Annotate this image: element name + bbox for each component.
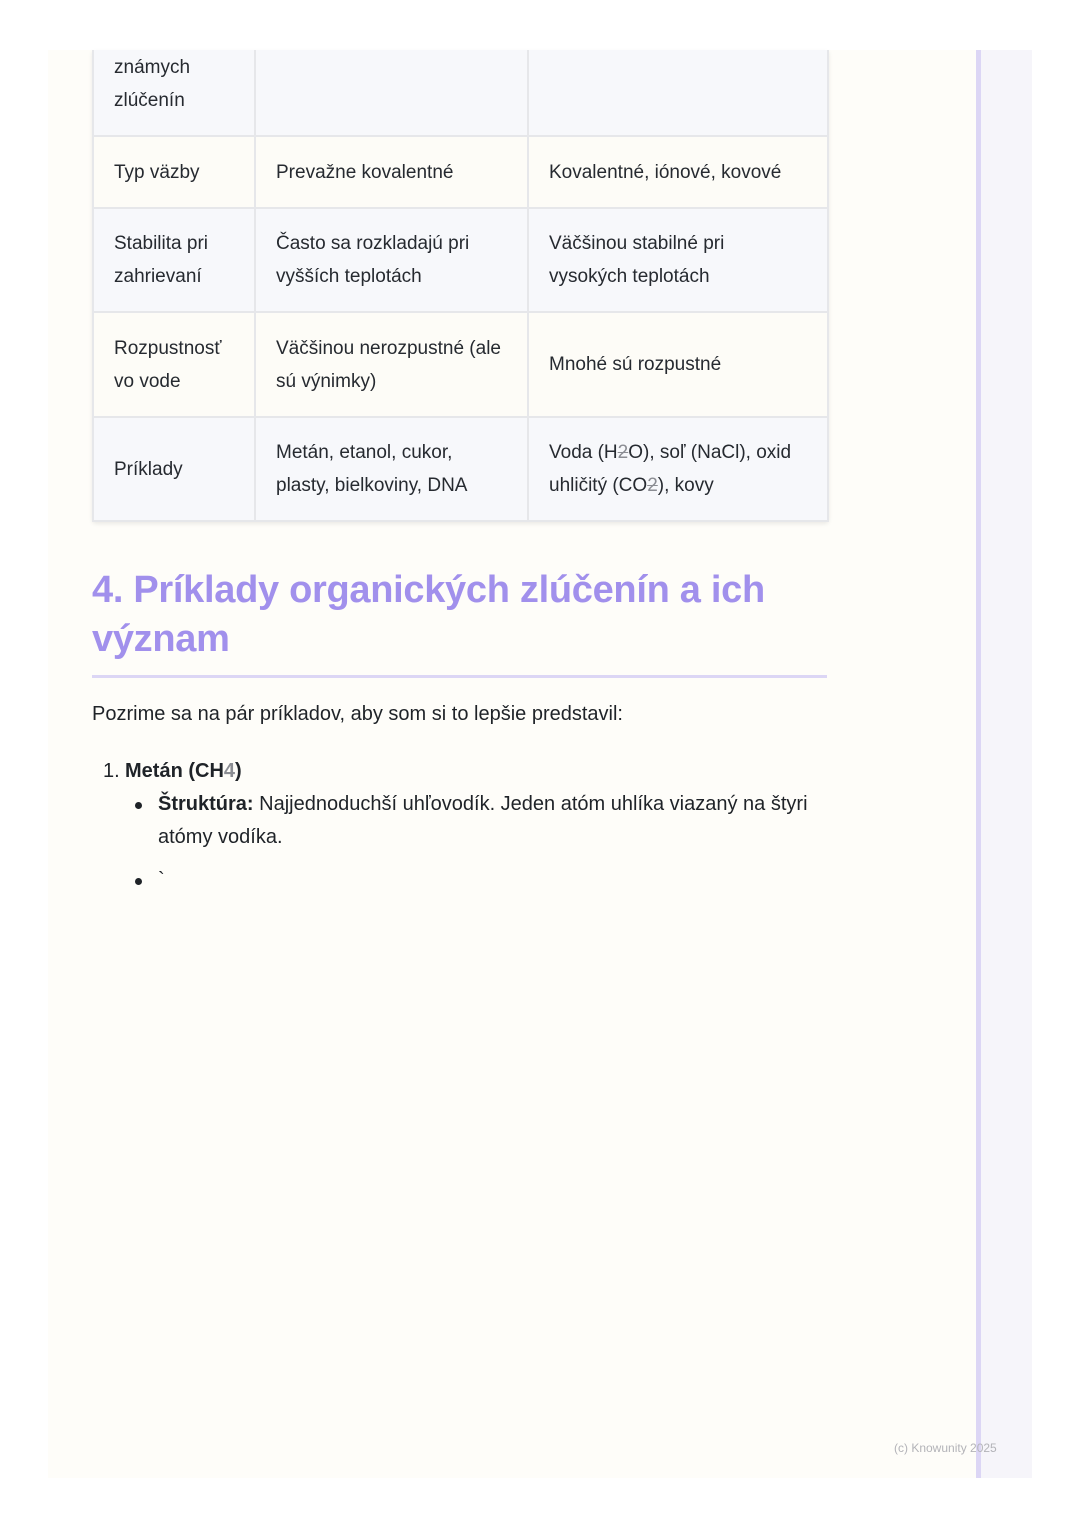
bullet-label: Štruktúra: — [158, 793, 254, 815]
table-row — [93, 417, 828, 521]
table-cell: Väčšinou stabilné pri vysokých teplotách — [528, 208, 828, 312]
table-cell — [528, 50, 828, 136]
subscript: 4 — [223, 760, 236, 782]
list-item-title — [125, 755, 827, 788]
table-cell: Stabilita pri zahrievaní — [93, 208, 255, 312]
table-cell: Prevažne kovalentné — [255, 136, 528, 208]
bullet-icon — [135, 802, 142, 809]
table-cell: Väčšinou nerozpustné (ale sú výnimky) — [255, 312, 528, 417]
table-cell: Často sa rozkladajú pri vyšších teplotách — [255, 208, 528, 312]
list-number: 1. — [103, 760, 120, 782]
table-cell: Príklady — [93, 417, 255, 521]
table-row — [93, 50, 828, 136]
table-cell: Rozpustnosť vo vode — [93, 312, 255, 417]
bullet-text: Najjednoduchší uhľovodík. Jeden atóm uhlíka viazaný na štyri atómy vodíka. — [158, 793, 808, 848]
heading-divider — [92, 675, 827, 678]
table-row — [93, 208, 828, 312]
title-text: ) — [235, 760, 242, 782]
table-row — [93, 136, 828, 208]
table-cell: známych zlúčenín — [93, 50, 255, 136]
title-text: Metán (CH — [125, 760, 224, 782]
table-cell: Typ väzby — [93, 136, 255, 208]
cell-text: Voda (H — [549, 442, 618, 463]
table-cell: Kovalentné, iónové, kovové — [528, 136, 828, 208]
bullet-list — [125, 788, 827, 897]
intro-paragraph: Pozrime sa na pár príkladov, aby som si to lepšie predstavil: — [92, 703, 623, 725]
table-cell — [528, 417, 828, 521]
list-item — [92, 755, 827, 897]
ordered-list — [92, 755, 827, 907]
cell-text: O), soľ (NaCl), oxid uhličitý (CO — [549, 442, 792, 496]
subscript: 2 — [617, 442, 629, 463]
table-cell — [255, 50, 528, 136]
bullet-text: ` — [158, 869, 165, 891]
copyright-footer: (c) Knowunity 2025 — [894, 1441, 997, 1455]
cell-text: ), kovy — [657, 475, 714, 496]
table-cell: Metán, etanol, cukor, plasty, bielkoviny, DNA — [255, 417, 528, 521]
document-content — [92, 50, 827, 891]
table-cell: Mnohé sú rozpustné — [528, 312, 828, 417]
page-side-strip — [981, 50, 1032, 1478]
bullet-item — [125, 864, 827, 897]
section-heading: 4. Príklady organických zlúčenín a ich význam — [92, 569, 765, 660]
bullet-item — [125, 788, 827, 854]
subscript: 2 — [647, 475, 658, 496]
table-row — [93, 312, 828, 417]
bullet-icon — [135, 878, 142, 885]
comparison-table — [92, 50, 829, 522]
